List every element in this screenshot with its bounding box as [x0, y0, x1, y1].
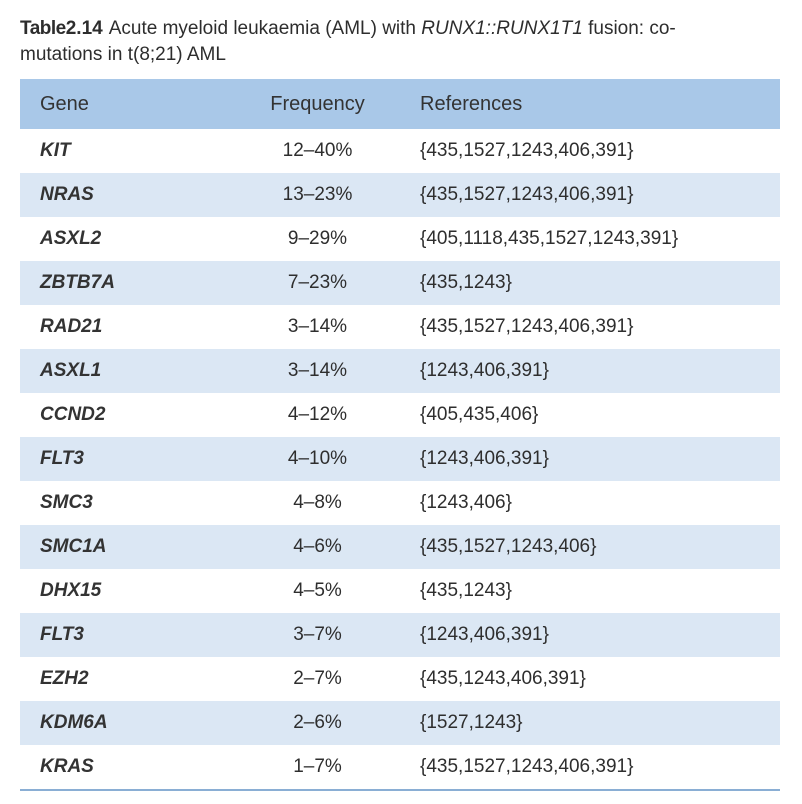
- caption-text-after: fusion: co-mutations in t(8;21) AML: [20, 18, 676, 65]
- table-row: [20, 437, 780, 481]
- table-row: [20, 525, 780, 569]
- table-header-row: [20, 79, 780, 129]
- caption-fusion-name: RUNX1::RUNX1T1: [421, 18, 583, 39]
- table-row: [20, 217, 780, 261]
- cell-gene: ASXL1: [40, 360, 102, 381]
- table-row: [20, 745, 780, 789]
- cell-gene: FLT3: [40, 624, 84, 645]
- cell-gene: CCND2: [40, 404, 106, 425]
- cell-references: {1243,406,391}: [420, 624, 549, 645]
- cell-gene: DHX15: [40, 580, 102, 601]
- cell-references: {435,1243}: [420, 272, 512, 293]
- table-row: [20, 173, 780, 217]
- cell-references: {435,1527,1243,406,391}: [420, 756, 634, 777]
- cell-gene: KDM6A: [40, 712, 108, 733]
- cell-gene: KIT: [40, 140, 71, 161]
- cell-references: {435,1527,1243,406,391}: [420, 184, 634, 205]
- cell-frequency: 7–23%: [287, 272, 348, 293]
- cell-gene: ASXL2: [40, 228, 102, 249]
- cell-references: {435,1243,406,391}: [420, 668, 586, 689]
- caption-label: Table: [20, 18, 66, 39]
- header-gene: Gene: [40, 92, 89, 115]
- header-frequency: Frequency: [270, 92, 365, 115]
- cell-frequency: 4–5%: [293, 580, 342, 601]
- cell-references: {435,1527,1243,406}: [420, 536, 597, 557]
- cell-frequency: 13–23%: [282, 184, 353, 205]
- cell-gene: EZH2: [40, 668, 89, 689]
- cell-references: {1243,406,391}: [420, 360, 549, 381]
- cell-frequency: 3–14%: [287, 360, 348, 381]
- table-row: [20, 349, 780, 393]
- table-row: [20, 657, 780, 701]
- cell-references: {435,1527,1243,406,391}: [420, 316, 634, 337]
- cell-references: {435,1243}: [420, 580, 512, 601]
- table-row: [20, 613, 780, 657]
- table-row: [20, 305, 780, 349]
- cell-references: {405,435,406}: [420, 404, 539, 425]
- caption-number: 2.14: [65, 18, 103, 39]
- cell-gene: SMC3: [40, 492, 93, 513]
- cell-frequency: 2–6%: [293, 712, 342, 733]
- table-row: [20, 481, 780, 525]
- table-row: [20, 393, 780, 437]
- table-row: [20, 701, 780, 745]
- table-bottom-rule: [20, 789, 780, 791]
- cell-gene: FLT3: [40, 448, 84, 469]
- table-row: [20, 261, 780, 305]
- cell-frequency: 2–7%: [293, 668, 342, 689]
- cell-frequency: 1–7%: [293, 756, 342, 777]
- cell-references: {405,1118,435,1527,1243,391}: [420, 228, 679, 249]
- cell-references: {435,1527,1243,406,391}: [420, 140, 634, 161]
- header-references: References: [420, 92, 523, 115]
- cell-frequency: 4–6%: [293, 536, 342, 557]
- cell-frequency: 12–40%: [282, 140, 353, 161]
- cell-gene: SMC1A: [40, 536, 107, 557]
- cell-gene: KRAS: [40, 756, 94, 777]
- cell-frequency: 4–10%: [287, 448, 348, 469]
- cell-frequency: 3–7%: [293, 624, 342, 645]
- cell-gene: ZBTB7A: [40, 272, 115, 293]
- comutation-table: [20, 79, 780, 789]
- cell-gene: RAD21: [40, 316, 103, 337]
- table-row: [20, 569, 780, 613]
- table-row: [20, 129, 780, 173]
- cell-references: {1527,1243}: [420, 712, 523, 733]
- cell-gene: NRAS: [40, 184, 94, 205]
- cell-frequency: 4–8%: [293, 492, 342, 513]
- cell-frequency: 4–12%: [287, 404, 348, 425]
- caption-text-before: Acute myeloid leukaemia (AML) with: [108, 18, 422, 39]
- cell-frequency: 3–14%: [287, 316, 348, 337]
- cell-references: {1243,406}: [420, 492, 512, 513]
- cell-references: {1243,406,391}: [420, 448, 549, 469]
- table-body: [20, 129, 780, 789]
- cell-frequency: 9–29%: [287, 228, 348, 249]
- table-caption: [20, 16, 740, 68]
